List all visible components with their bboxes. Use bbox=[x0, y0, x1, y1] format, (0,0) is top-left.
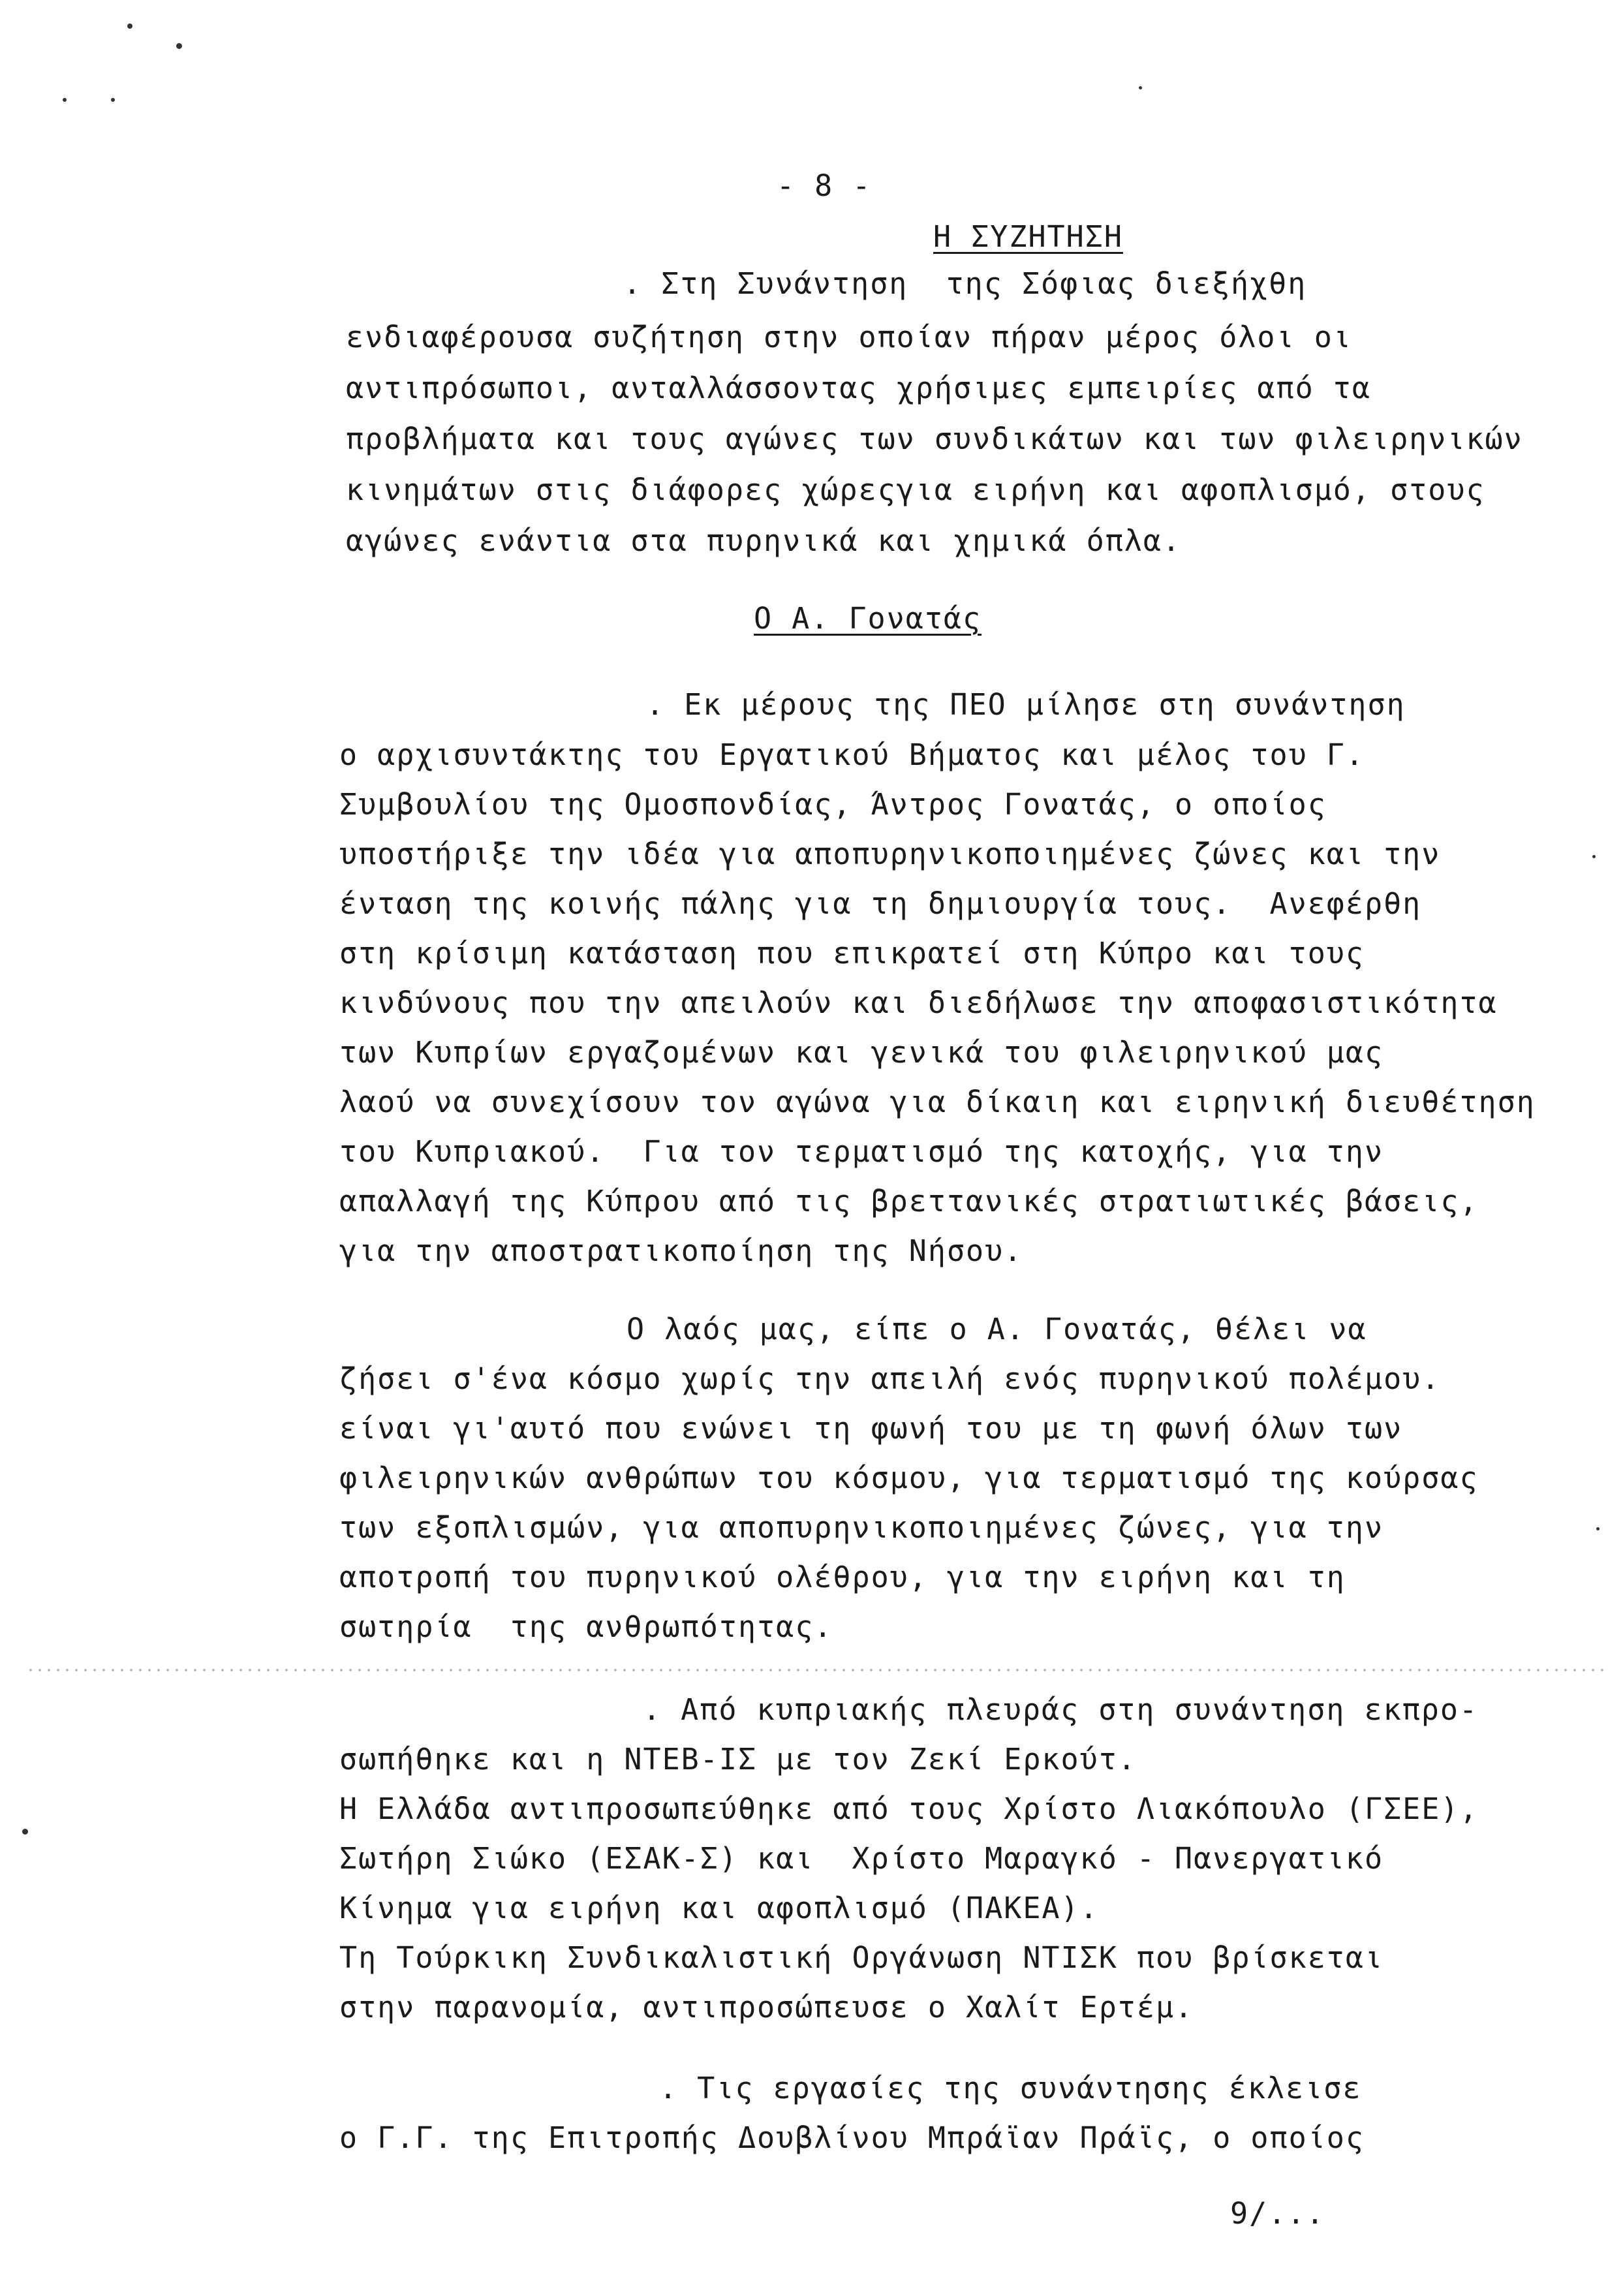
page-number: - 8 - bbox=[777, 168, 872, 203]
text-line: για την αποστρατικοποίηση της Νήσου. bbox=[339, 1233, 1023, 1268]
scan-speck bbox=[176, 43, 182, 49]
text-line: σωπήθηκε και η ΝΤΕΒ-ΙΣ με τον Ζεκί Ερκούτ. bbox=[339, 1742, 1137, 1776]
scan-speck bbox=[1592, 855, 1596, 858]
scan-speck bbox=[1139, 86, 1142, 89]
text-line: στην παρανομία, αντιπροσώπευσε ο Χαλίτ Ερτέμ. bbox=[339, 1990, 1194, 2025]
text-line: των εξοπλισμών, για αποπυρηνικοποιημένες ζώνες, για την bbox=[339, 1510, 1384, 1545]
text-line: προβλήματα και τους αγώνες των συνδικάτων και των φιλειρηνικών bbox=[346, 422, 1523, 456]
scan-speck bbox=[127, 23, 132, 29]
text-line: ο Γ.Γ. της Επιτροπής Δουβλίνου Μπράϊαν Πράϊς, ο οποίος bbox=[339, 2120, 1365, 2155]
text-line: ο αρχισυντάκτης του Εργατικού Βήματος και μέλος του Γ. bbox=[339, 737, 1365, 772]
text-line: . Στη Συνάντηση της Σόφιας διεξήχθη bbox=[623, 266, 1307, 301]
text-line: του Κυπριακού. Για τον τερματισμό της κατοχής, για την bbox=[339, 1134, 1384, 1169]
text-line: των Κυπρίων εργαζομένων και γενικά του φιλειρηνικού μας bbox=[339, 1035, 1384, 1070]
section-heading-gonatas: Ο Α. Γονατάς bbox=[754, 601, 982, 636]
text-line: Συμβουλίου της Ομοσπονδίας, Άντρος Γονατάς, ο οποίος bbox=[339, 787, 1327, 822]
text-line: απαλλαγή της Κύπρου από τις βρεττανικές στρατιωτικές βάσεις, bbox=[339, 1184, 1479, 1218]
text-line: . Εκ μέρους της ΠΕΟ μίλησε στη συνάντηση bbox=[646, 687, 1406, 722]
text-line: είναι γι'αυτό που ενώνει τη φωνή του με τη φωνή όλων των bbox=[339, 1411, 1403, 1446]
scan-noise-band bbox=[26, 1668, 1605, 1672]
text-line: . Από κυπριακής πλευράς στη συνάντηση εκπρο- bbox=[643, 1692, 1479, 1727]
text-line: λαού να συνεχίσουν τον αγώνα για δίκαιη και ειρηνική διευθέτηση bbox=[339, 1085, 1536, 1119]
text-line: ζήσει σ'ένα κόσμο χωρίς την απειλή ενός πυρηνικού πολέμου. bbox=[339, 1361, 1441, 1396]
text-line: σωτηρία της ανθρωπότητας. bbox=[339, 1609, 833, 1644]
scan-speck bbox=[111, 98, 115, 102]
scan-speck bbox=[1596, 1527, 1600, 1530]
text-line: αγώνες ενάντια στα πυρηνικά και χημικά όπλα. bbox=[346, 523, 1182, 558]
text-line: Κίνημα για ειρήνη και αφοπλισμό (ΠΑΚΕΑ). bbox=[339, 1891, 1099, 1925]
text-line: Η Ελλάδα αντιπροσωπεύθηκε από τους Χρίστο Λιακόπουλο (ΓΣΕΕ), bbox=[339, 1792, 1479, 1826]
text-line: στη κρίσιμη κατάσταση που επικρατεί στη Κύπρο και τους bbox=[339, 936, 1365, 970]
continuation-marker: 9/... bbox=[1230, 2196, 1325, 2231]
text-line: υποστήριξε την ιδέα για αποπυρηνικοποιημένες ζώνες και την bbox=[339, 837, 1441, 871]
text-line: φιλειρηνικών ανθρώπων του κόσμου, για τερματισμό της κούρσας bbox=[339, 1461, 1479, 1495]
text-line: ένταση της κοινής πάλης για τη δημιουργία τους. Ανεφέρθη bbox=[339, 886, 1422, 921]
text-line: αντιπρόσωποι, ανταλλάσσοντας χρήσιμες εμπειρίες από τα bbox=[346, 371, 1371, 405]
section-heading-discussion: Η ΣΥΖΗΤΗΣΗ bbox=[933, 219, 1123, 254]
text-line: κινημάτων στις διάφορες χώρεςγια ειρήνη και αφοπλισμό, στους bbox=[346, 473, 1485, 507]
scan-speck bbox=[22, 1829, 28, 1835]
text-line: . Τις εργασίες της συνάντησης έκλεισε bbox=[659, 2071, 1362, 2105]
text-line: κινδύνους που την απειλούν και διεδήλωσε την αποφασιστικότητα bbox=[339, 985, 1498, 1020]
text-line: Σωτήρη Σιώκο (ΕΣΑΚ-Σ) και Χρίστο Μαραγκό - Πανεργατικό bbox=[339, 1841, 1384, 1876]
text-line: ενδιαφέρουσα συζήτηση στην οποίαν πήραν μέρος όλοι οι bbox=[346, 320, 1352, 354]
text-line: αποτροπή του πυρηνικού ολέθρου, για την ειρήνη και τη bbox=[339, 1560, 1346, 1594]
text-line: Ο λαός μας, είπε ο Α. Γονατάς, θέλει να bbox=[626, 1312, 1367, 1346]
text-line: Τη Τούρκικη Συνδικαλιστική Οργάνωση ΝΤΙΣΚ που βρίσκεται bbox=[339, 1940, 1384, 1975]
scan-speck bbox=[63, 98, 67, 102]
